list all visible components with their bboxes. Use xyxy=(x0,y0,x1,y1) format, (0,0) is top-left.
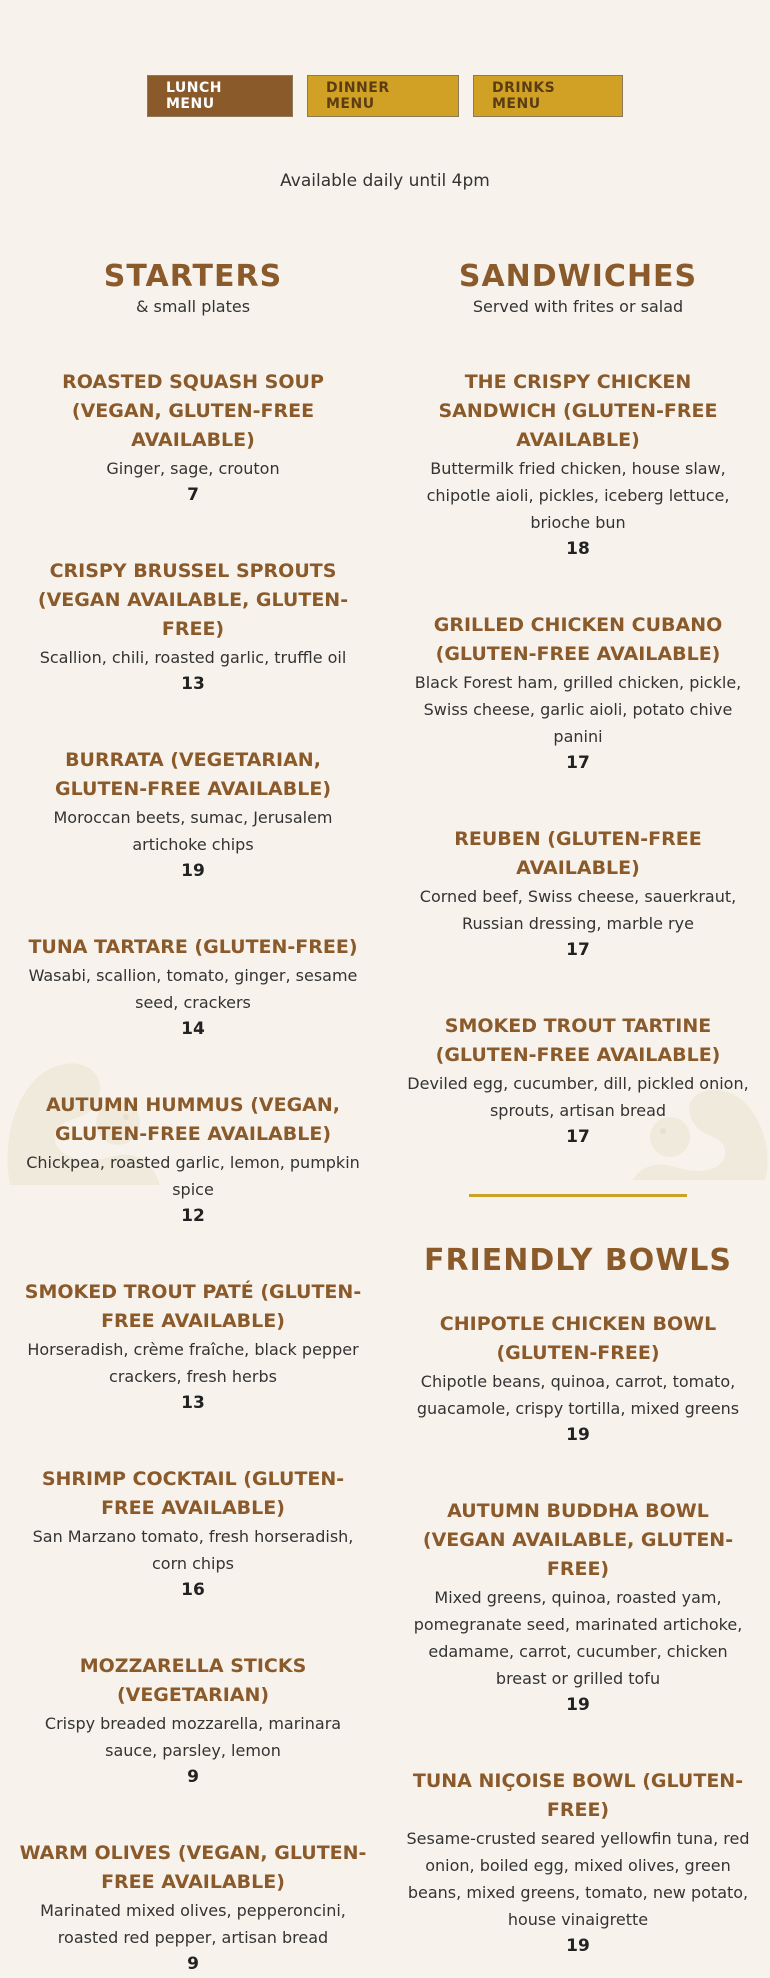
item-price: 14 xyxy=(181,1019,205,1039)
menu-item xyxy=(18,1839,368,1978)
tab-lunch-menu[interactable]: LUNCH MENU xyxy=(147,75,293,117)
menu-item xyxy=(18,368,368,509)
item-price: 19 xyxy=(566,1936,590,1956)
item-price: 9 xyxy=(187,1767,199,1787)
tab-drinks-menu[interactable]: DRINKS MENU xyxy=(473,75,623,117)
section-divider xyxy=(469,1194,687,1197)
item-description: San Marzano tomato, fresh horseradish, corn chips xyxy=(32,1527,354,1573)
item-name: MOZZARELLA STICKS (VEGETARIAN) xyxy=(79,1655,307,1706)
item-name: SHRIMP COCKTAIL (GLUTEN-FREE AVAILABLE) xyxy=(41,1468,345,1519)
item-price: 16 xyxy=(181,1580,205,1600)
item-name: GRILLED CHICKEN CUBANO (GLUTEN-FREE AVAILABLE) xyxy=(433,614,723,665)
menu-item xyxy=(18,1652,368,1791)
sandwiches-section xyxy=(403,258,753,1960)
item-description: Ginger, sage, crouton xyxy=(106,459,280,478)
menu-item xyxy=(18,933,368,1043)
menu-item xyxy=(403,1012,753,1151)
item-price: 13 xyxy=(181,674,205,694)
item-name: WARM OLIVES (VEGAN, GLUTEN-FREE AVAILABLE) xyxy=(19,1842,367,1893)
section-subtitle-sandwiches: Served with frites or salad xyxy=(472,297,684,316)
menu-tabs xyxy=(0,75,770,117)
item-name: REUBEN (GLUTEN-FREE AVAILABLE) xyxy=(454,828,702,879)
item-price: 17 xyxy=(566,940,590,960)
section-subtitle-starters: & small plates xyxy=(135,297,251,316)
menu-item xyxy=(403,611,753,777)
item-description: Crispy breaded mozzarella, marinara sauce, parsley, lemon xyxy=(44,1714,342,1760)
menu-item xyxy=(403,1310,753,1449)
menu-item xyxy=(403,368,753,563)
section-title-bowls: FRIENDLY BOWLS xyxy=(423,1243,733,1278)
item-name: ROASTED SQUASH SOUP (VEGAN, GLUTEN-FREE AVAILABLE) xyxy=(62,371,324,451)
item-description: Marinated mixed olives, pepperoncini, roasted red pepper, artisan bread xyxy=(40,1901,346,1947)
item-price: 17 xyxy=(566,1127,590,1147)
item-name: AUTUMN HUMMUS (VEGAN, GLUTEN-FREE AVAILABLE) xyxy=(45,1094,341,1145)
section-title-starters: STARTERS xyxy=(103,259,283,294)
item-price: 13 xyxy=(181,1393,205,1413)
menu-item xyxy=(18,1091,368,1230)
item-description: Moroccan beets, sumac, Jerusalem artichoke chips xyxy=(53,808,333,854)
menu-item xyxy=(403,1767,753,1960)
item-price: 17 xyxy=(566,753,590,773)
item-description: Mixed greens, quinoa, roasted yam, pomegranate seed, marinated artichoke, edamame, carrot, cucumber, chicken breast or grilled tofu xyxy=(413,1588,743,1688)
item-price: 19 xyxy=(181,861,205,881)
availability-note: Available daily until 4pm xyxy=(280,171,490,191)
item-name: TUNA NIÇOISE BOWL (GLUTEN-FREE) xyxy=(412,1770,744,1821)
item-name: TUNA TARTARE (GLUTEN-FREE) xyxy=(28,936,358,958)
item-description: Sesame-crusted seared yellowfin tuna, red onion, boiled egg, mixed olives, green beans, mixed greens, tomato, new potato, house vinaigrette xyxy=(406,1829,750,1929)
item-name: CHIPOTLE CHICKEN BOWL (GLUTEN-FREE) xyxy=(439,1313,717,1364)
item-price: 19 xyxy=(566,1425,590,1445)
starters-section xyxy=(18,258,368,1978)
item-description: Wasabi, scallion, tomato, ginger, sesame seed, crackers xyxy=(28,966,358,1012)
item-name: BURRATA (VEGETARIAN, GLUTEN-FREE AVAILABLE) xyxy=(54,749,332,800)
item-price: 12 xyxy=(181,1206,205,1226)
menu-item xyxy=(18,1465,368,1604)
menu-item xyxy=(18,557,368,698)
menu-item xyxy=(18,746,368,885)
tab-dinner-menu[interactable]: DINNER MENU xyxy=(307,75,459,117)
item-name: CRISPY BRUSSEL SPROUTS (VEGAN AVAILABLE, GLUTEN-FREE) xyxy=(37,560,349,640)
menu-item xyxy=(403,1497,753,1719)
item-price: 18 xyxy=(566,539,590,559)
menu-item xyxy=(18,1278,368,1417)
item-price: 7 xyxy=(187,485,199,505)
section-title-sandwiches: SANDWICHES xyxy=(458,259,698,294)
item-name: AUTUMN BUDDHA BOWL (VEGAN AVAILABLE, GLUTEN-FREE) xyxy=(422,1500,734,1580)
item-description: Deviled egg, cucumber, dill, pickled onion, sprouts, artisan bread xyxy=(407,1074,749,1120)
item-description: Chickpea, roasted garlic, lemon, pumpkin spice xyxy=(26,1153,360,1199)
item-description: Buttermilk fried chicken, house slaw, chipotle aioli, pickles, iceberg lettuce, brioche bun xyxy=(426,459,730,532)
item-name: SMOKED TROUT PATÉ (GLUTEN-FREE AVAILABLE) xyxy=(24,1281,362,1332)
item-price: 9 xyxy=(187,1954,199,1974)
item-description: Chipotle beans, quinoa, carrot, tomato, guacamole, crispy tortilla, mixed greens xyxy=(416,1372,740,1418)
item-description: Black Forest ham, grilled chicken, pickle, Swiss cheese, garlic aioli, potato chive panini xyxy=(414,673,742,746)
item-name: SMOKED TROUT TARTINE (GLUTEN-FREE AVAILABLE) xyxy=(435,1015,721,1066)
menu-item xyxy=(403,825,753,964)
item-name: THE CRISPY CHICKEN SANDWICH (GLUTEN-FREE AVAILABLE) xyxy=(438,371,718,451)
item-description: Corned beef, Swiss cheese, sauerkraut, Russian dressing, marble rye xyxy=(419,887,737,933)
item-description: Scallion, chili, roasted garlic, truffle oil xyxy=(39,648,347,667)
item-price: 19 xyxy=(566,1695,590,1715)
item-description: Horseradish, crème fraîche, black pepper crackers, fresh herbs xyxy=(27,1340,359,1386)
